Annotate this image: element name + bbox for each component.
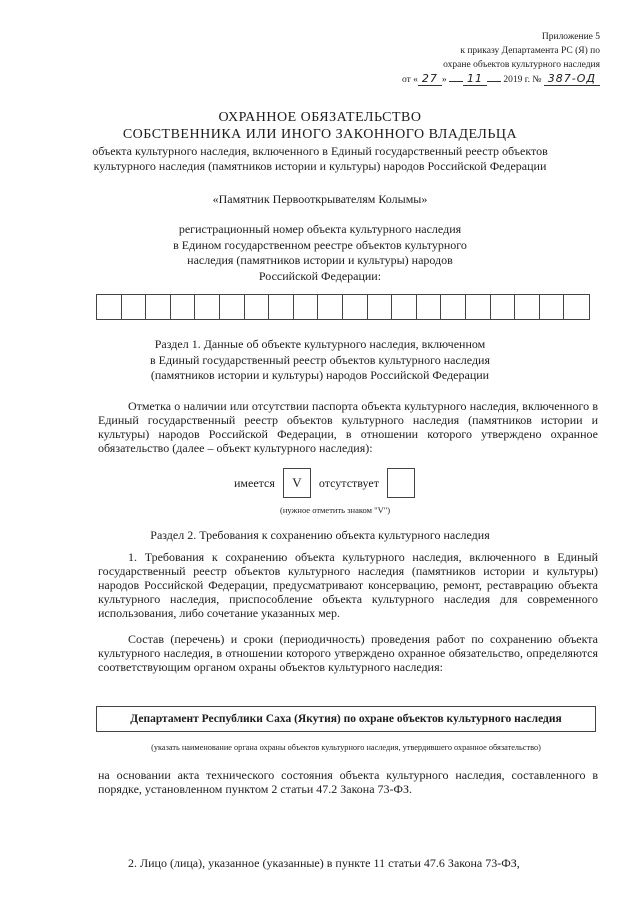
registration-line-1: регистрационный номер объекта культурного наследия [178, 222, 462, 236]
passport-choice [234, 468, 423, 498]
passport-absent-box[interactable] [387, 468, 415, 498]
registration-cell [540, 295, 565, 319]
registration-line-2: в Едином государственном реестре объектов культурного [173, 237, 467, 252]
passport-absent-label: отсутствует [318, 475, 379, 490]
registration-cell [245, 295, 270, 319]
registration-cell [146, 295, 171, 319]
section-1-line-3: (памятников истории и культуры) народов Российской Федерации [150, 368, 490, 382]
registration-cell [318, 295, 343, 319]
registration-cell [343, 295, 368, 319]
registration-line-3: наследия (памятников истории и культуры) народов [187, 253, 453, 267]
registration-cell [195, 295, 220, 319]
date-month: 11 [463, 72, 487, 86]
requirements-paragraph: 1. Требования к сохранению объекта культурного наследия, включенного в Единый государственный реестр объектов культурного наследия (памятников истории и культуры) народов Российской Федерации, предусматривают консервацию, ремонт, реставрацию объекта культурного наследия, приспособление объекта культурного наследия для современного использования, либо сочетание указанных мер. [98, 550, 598, 620]
title-line-3: объекта культурного наследия, включенного в Единый государственный реестр объектов [92, 144, 548, 158]
section-2-heading: Раздел 2. Требования к сохранению объекта культурного наследия [150, 528, 490, 542]
registration-cell [392, 295, 417, 319]
section-1-heading [60, 337, 580, 384]
composition-paragraph: Состав (перечень) и сроки (периодичность) проведения работ по сохранению объекта культурного наследия, в отношении которого утверждено охранное обязательство, определяются соответствующим органом охраны объектов культурного наследия: [98, 632, 598, 674]
appendix-line-3: охране объектов культурного наследия [443, 60, 600, 70]
passport-has-box[interactable]: V [283, 468, 311, 498]
registration-cell [466, 295, 491, 319]
appendix-block [370, 30, 600, 87]
title-line-4: культурного наследия (памятников истории и культуры) народов Российской Федерации [93, 159, 547, 173]
registration-cell [491, 295, 516, 319]
registration-line-4: Российской Федерации: [258, 268, 382, 283]
registration-cell [122, 295, 147, 319]
passport-has-label: имеется [234, 475, 275, 490]
registration-cell [171, 295, 196, 319]
department-name-box: Департамент Республики Саха (Якутия) по охране объектов культурного наследия [96, 706, 596, 732]
title-line-1: ОХРАННОЕ ОБЯЗАТЕЛЬСТВО [218, 110, 422, 125]
passport-choice-note: (нужное отметить знаком "V") [280, 505, 391, 515]
passport-paragraph: Отметка о наличии или отсутствии паспорта объекта культурного наследия, включенного в Единый государственный реестр объектов культурного наследия (памятников истории и культуры) народов Российской Федерации, в отношении которого утверждено охранное обязательство (далее – объект культурного наследия): [98, 399, 598, 455]
registration-cell [417, 295, 442, 319]
registration-cell [368, 295, 393, 319]
monument-name: «Памятник Первооткрывателям Колымы» [212, 192, 428, 206]
registration-cell [515, 295, 540, 319]
basis-paragraph: на основании акта технического состояния объекта культурного наследия, составленного в порядке, установленном пунктом 2 статьи 47.2 Закона 73-ФЗ. [98, 768, 598, 796]
registration-cell [97, 295, 122, 319]
order-number: 387-ОД [544, 72, 600, 86]
registration-cell [220, 295, 245, 319]
registration-caption [60, 222, 580, 284]
date-prefix: от « [401, 75, 418, 85]
appendix-line-2: к приказу Департамента РС (Я) по [460, 46, 600, 56]
registration-number-grid [96, 294, 590, 320]
registration-cell [564, 295, 589, 319]
registration-cell [269, 295, 294, 319]
appendix-date-line [370, 72, 600, 87]
registration-cell [294, 295, 319, 319]
item-2-paragraph: 2. Лицо (лица), указанное (указанные) в пункте 11 статьи 47.6 Закона 73-ФЗ, [128, 856, 520, 870]
section-1-line-1: Раздел 1. Данные об объекте культурного наследия, включенном [154, 337, 486, 351]
date-year: 2019 г. № [503, 75, 542, 85]
date-day: 27 [418, 72, 442, 86]
date-mid: » [441, 75, 447, 85]
registration-cell [441, 295, 466, 319]
department-note: (указать наименование органа охраны объектов культурного наследия, утвердившего охранное обязательство) [151, 743, 541, 752]
appendix-line-1: Приложение 5 [541, 32, 600, 42]
title-line-2: СОБСТВЕННИКА ИЛИ ИНОГО ЗАКОННОГО ВЛАДЕЛЬЦА [122, 127, 518, 142]
section-1-line-2: в Единый государственный реестр объектов культурного наследия [150, 352, 490, 367]
